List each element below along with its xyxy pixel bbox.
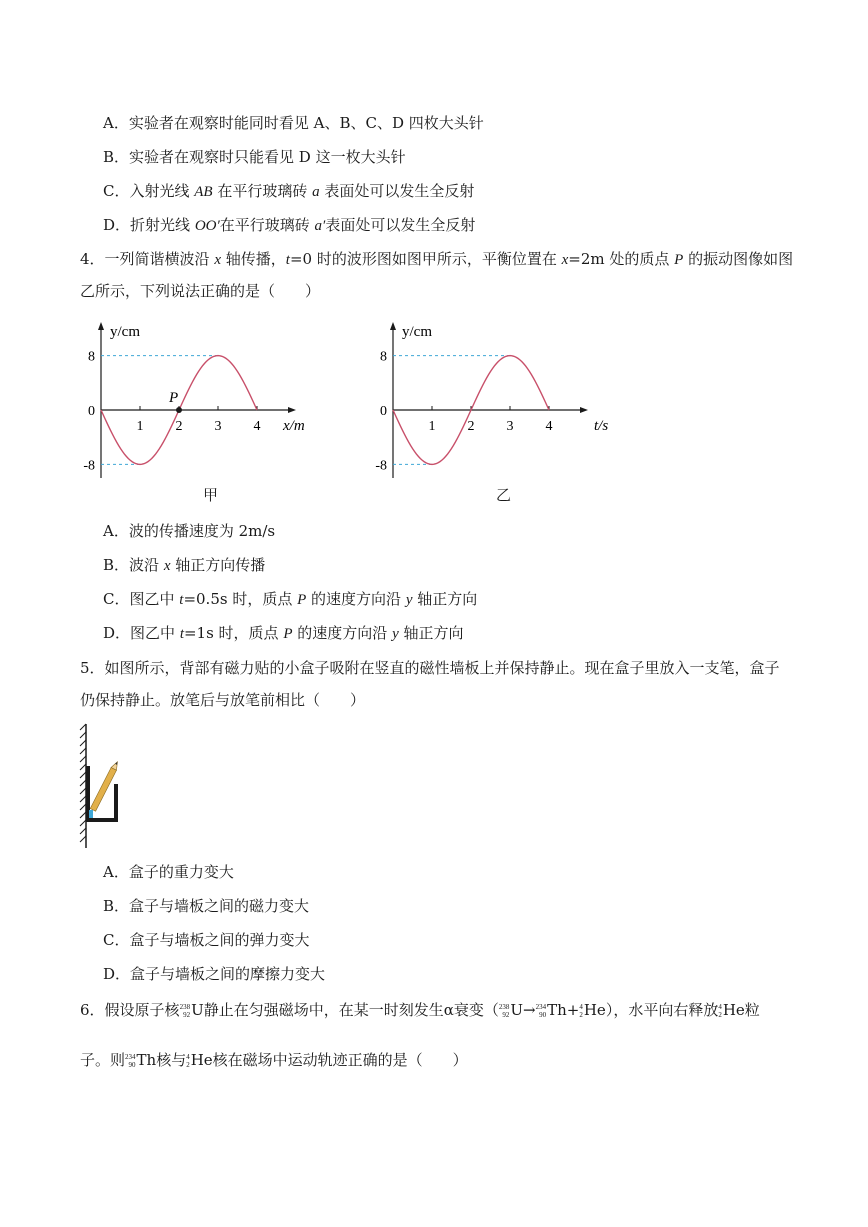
q5-stem-line1: 5．如图所示，背部有磁力贴的小盒子吸附在竖直的磁性墙板上并保持静止。现在盒子里放入一支笔，盒子	[80, 659, 780, 677]
x-tick-label: 4	[545, 419, 553, 434]
x-tick-label: 2	[467, 419, 475, 434]
vibration-graph-yi	[372, 318, 612, 488]
x-tick-label: 2	[175, 419, 183, 434]
x-axis-arrow	[580, 407, 588, 413]
y-tick-label: 0	[380, 404, 387, 419]
fig-caption-jia: 甲	[203, 486, 219, 504]
y-axis-arrow	[390, 322, 396, 330]
y-tick-label: -8	[375, 458, 387, 474]
y-tick-label: -8	[83, 458, 95, 474]
q6-stem-line2: 子。则 234 90 Th核与 4 2 He核在磁场中运动轨迹正确的是（ ）	[80, 1051, 468, 1069]
fig-caption-yi: 乙	[496, 486, 512, 504]
point-p-label: P	[169, 390, 179, 406]
y-tick-label: 0	[88, 404, 95, 419]
x-axis-label: t/s	[594, 418, 609, 434]
q5-stem-line2: 仍保持静止。放笔后与放笔前相比（ ）	[80, 691, 366, 709]
x-axis-arrow	[288, 407, 296, 413]
magnet-patch	[89, 810, 93, 818]
q4-option-b: B．波沿 x 轴正方向传播	[103, 556, 266, 574]
wall-hatching	[80, 724, 86, 842]
x-tick-label: 3	[214, 419, 222, 434]
y-axis-label: y/cm	[402, 324, 432, 340]
q6-stem-line1: 6．假设原子核 238 92 U静止在匀强磁场中，在某一时刻发生α衰变（ 238 92 U→ 234 90 Th+ 4 2 He），水平向右释放 4 2 He粒	[80, 1001, 760, 1019]
x-tick-label: 4	[253, 419, 261, 434]
q4-option-a: A．波的传播速度为 2m/s	[103, 522, 276, 540]
q3-option-d: D．折射光线 OO′在平行玻璃砖 a′表面处可以发生全反射	[103, 216, 476, 234]
wave-graph-jia	[80, 318, 320, 488]
q3-option-a: A．实验者在观察时能同时看见 A、B、C、D 四枚大头针	[103, 114, 484, 132]
point-p	[176, 407, 182, 413]
q4-option-d: D．图乙中 t=1s 时，质点 P 的速度方向沿 y 轴正方向	[103, 624, 464, 642]
q5-option-a: A．盒子的重力变大	[103, 863, 234, 881]
q4-stem-line1: 4．一列简谐横波沿 x 轴传播，t=0 时的波形图如图甲所示，平衡位置在 x=2m 处的质点 P 的振动图像如图	[80, 250, 794, 268]
y-tick-label: 8	[88, 349, 95, 365]
y-tick-label: 8	[380, 349, 387, 365]
q3-option-c: C．入射光线 AB 在平行玻璃砖 a 表面处可以发生全反射	[103, 182, 475, 200]
y-axis-label: y/cm	[110, 324, 140, 340]
y-axis-arrow	[98, 322, 104, 330]
q5-option-d: D．盒子与墙板之间的摩擦力变大	[103, 965, 326, 983]
box-on-wall-diagram	[78, 722, 138, 852]
q5-option-b: B．盒子与墙板之间的磁力变大	[103, 897, 310, 915]
x-tick-label: 1	[428, 419, 436, 434]
x-tick-label: 1	[136, 419, 144, 434]
u-nuclide-numbers: 238 92	[179, 1003, 191, 1019]
x-tick-label: 3	[506, 419, 514, 434]
q3-option-b: B．实验者在观察时只能看见 D 这一枚大头针	[103, 148, 406, 166]
q4-option-c: C．图乙中 t=0.5s 时，质点 P 的速度方向沿 y 轴正方向	[103, 590, 478, 608]
x-axis-label: x/m	[283, 418, 305, 434]
q4-stem-line2: 乙所示，下列说法正确的是（ ）	[80, 282, 321, 300]
q5-option-c: C．盒子与墙板之间的弹力变大	[103, 931, 310, 949]
